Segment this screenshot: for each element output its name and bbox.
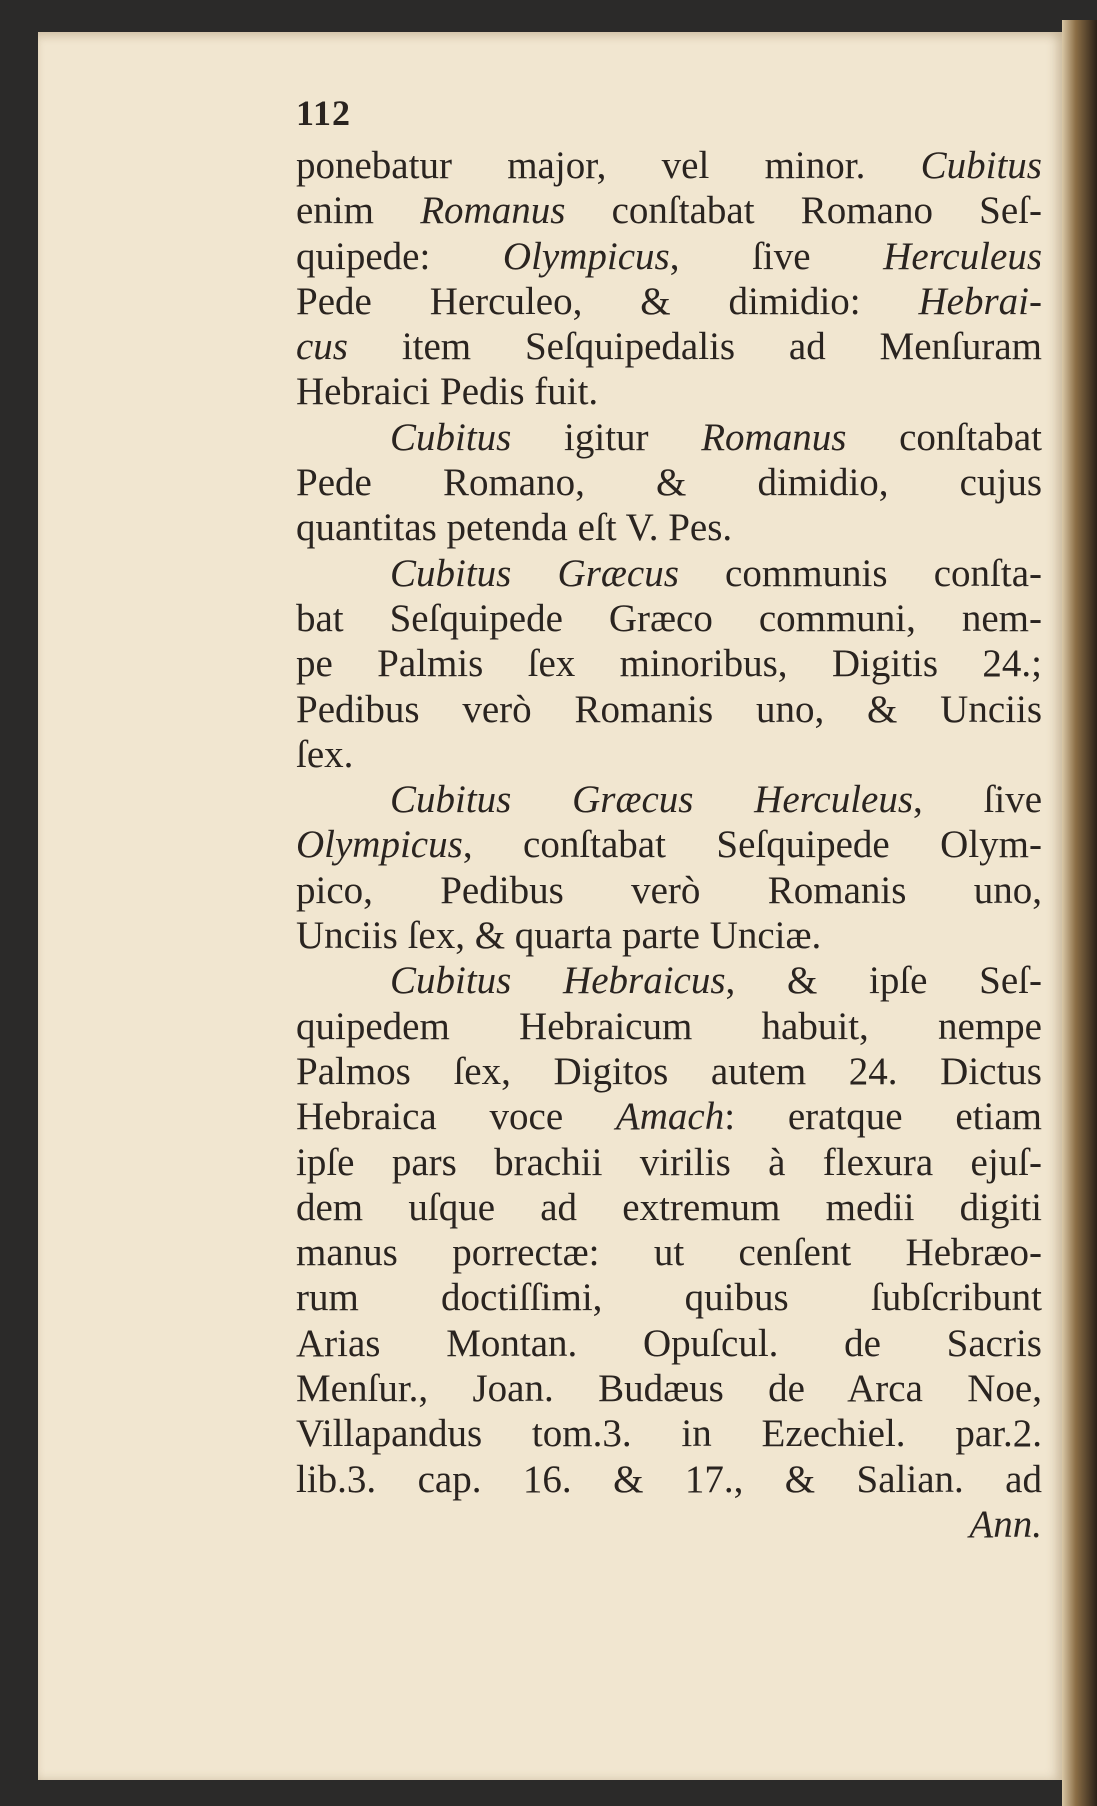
text-segment: rum doctiſſimi, quibus ſubſcribunt [296,1276,1042,1320]
text-segment: quantitas petenda eſt V. Pes. [296,506,733,550]
text-segment: , ſive [669,234,884,278]
text-line [296,1366,1042,1411]
text-line [296,596,1042,641]
text-line [296,1411,1042,1456]
text-line [296,279,1042,324]
text-segment: , & ipſe Seſ- [725,959,1042,1003]
text-segment: conſtabat Romano Seſ- [565,189,1042,233]
text-line [296,1004,1042,1049]
text-line [296,958,1042,1003]
text-segment: Hebraici Pedis fuit. [296,370,599,414]
catchword [296,1502,1042,1547]
text-line [296,777,1042,822]
body-text [296,143,1042,1547]
text-line [296,1275,1042,1320]
text-line [296,324,1042,369]
italic-text: Romanus [420,189,566,233]
text-segment: conſtabat [846,415,1042,459]
text-line [296,822,1042,867]
text-line [296,551,1042,596]
text-segment: Menſur., Joan. Budæus de Arca Noe, [296,1367,1042,1411]
text-segment: Hebraica voce [296,1095,616,1139]
text-segment: igitur [511,415,702,459]
text-segment: communis conſta- [678,551,1042,595]
text-segment: quipedem Hebraicum habuit, nempe [296,1004,1042,1048]
page-number: 112 [296,93,352,133]
text-line [296,369,1042,414]
text-line [296,868,1042,913]
text-segment: item Seſquipedalis ad Menſuram [348,325,1042,369]
text-segment: ipſe pars brachii virilis à flexura ejuſ- [296,1140,1042,1184]
text-line [296,1140,1042,1185]
italic-text: Herculeus [883,234,1043,278]
text-segment: Palmos ſex, Digitos autem 24. Dictus [296,1049,1042,1093]
text-line [296,1049,1042,1094]
text-segment: ſex. [296,732,354,776]
italic-text: Romanus [701,415,847,459]
text-line [296,415,1042,460]
text-line [296,505,1042,550]
italic-text: cus [296,325,348,369]
text-line [296,143,1042,188]
text-segment: manus porrectæ: ut cenſent Hebræo- [296,1231,1042,1275]
text-segment: pe Palmis ſex minoribus, Digitis 24.; [296,642,1042,686]
text-line [296,460,1042,505]
text-segment: Unciis ſex, & quarta parte Unciæ. [296,914,822,958]
text-line [296,1185,1042,1230]
italic-text: Olympicus [502,234,670,278]
italic-text: Amach [615,1095,725,1139]
text-segment: ponebatur major, vel minor. [296,144,921,187]
text-line [296,687,1042,732]
italic-text: Hebrai- [918,279,1042,323]
text-segment: enim [296,189,421,233]
text-line [296,234,1042,279]
text-segment: dem uſque ad extremum medii digiti [296,1185,1042,1229]
italic-text: Cubitus Græcus [390,551,679,595]
text-segment: Villapandus tom.3. in Ezechiel. par.2. [296,1412,1042,1456]
italic-text: Cubitus Græcus Herculeus [390,778,914,822]
text-segment: Pedibus verò Romanis uno, & Unciis [296,687,1042,731]
italic-text: Cubitus [390,415,512,459]
text-line [296,188,1042,233]
italic-text: Cubitus Hebraicus [390,959,726,1003]
text-segment: , ſive [913,778,1043,822]
text-line [296,1230,1042,1275]
italic-text: Ann. [969,1502,1042,1546]
italic-text: Cubitus [920,144,1042,187]
text-segment: lib.3. cap. 16. & 17., & Salian. ad [296,1457,1042,1501]
text-segment: Arias Montan. Opuſcul. de Sacris [296,1321,1042,1365]
book-spine [1062,20,1097,1806]
text-line [296,1094,1042,1139]
text-line [296,1457,1042,1502]
text-line [296,1321,1042,1366]
text-segment: pico, Pedibus verò Romanis uno, [296,868,1042,912]
text-segment: bat Seſquipede Græco communi, nem- [296,596,1042,640]
text-segment: , conſtabat Seſquipede Olym- [462,823,1042,867]
text-segment: quipede: [296,234,503,278]
text-line [296,732,1042,777]
italic-text: Olympicus [296,823,463,867]
text-line [296,913,1042,958]
text-segment: Pede Romano, & dimidio, cujus [296,461,1042,505]
text-segment: : eratque etiam [724,1095,1042,1139]
text-segment: Pede Herculeo, & dimidio: [296,279,919,323]
text-line [296,641,1042,686]
